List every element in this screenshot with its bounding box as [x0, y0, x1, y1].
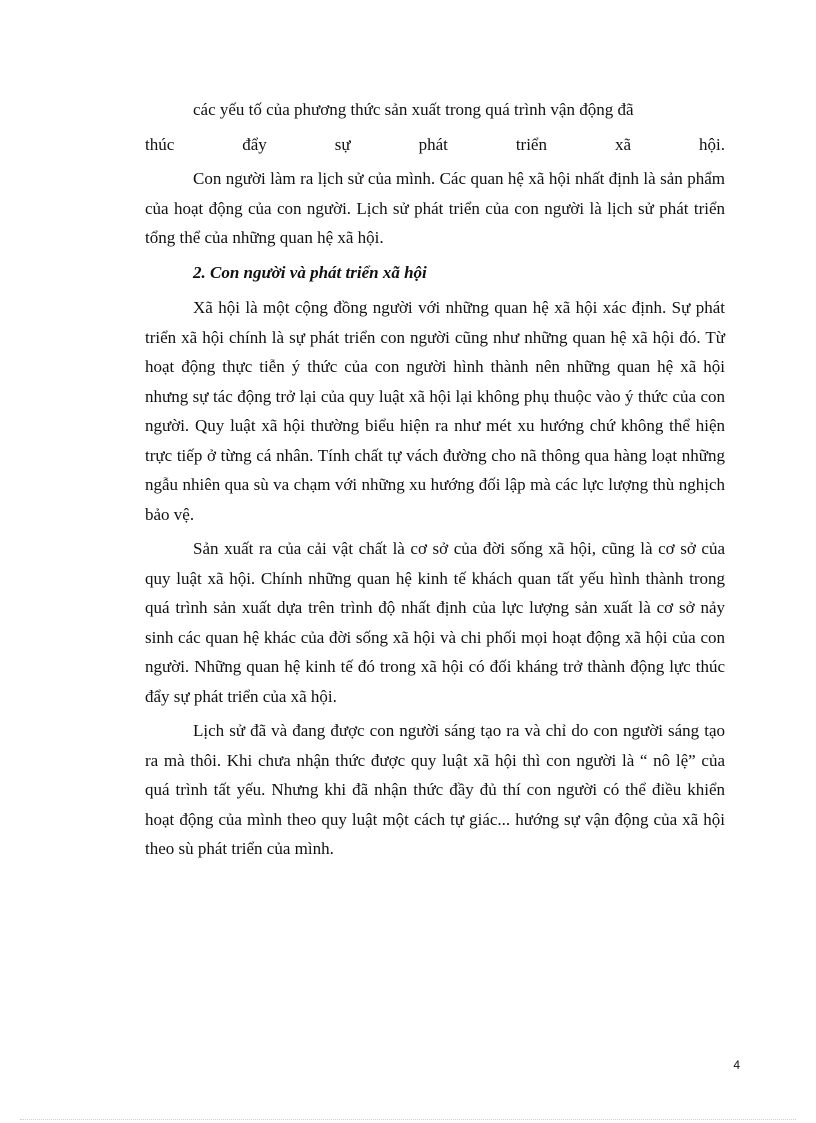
word: đẩy: [242, 134, 267, 154]
paragraph-1-line-1: các yếu tố của phương thức sản xuất trong quá trình vận động đã: [193, 100, 634, 119]
page-bottom-divider: [20, 1119, 796, 1120]
paragraph-2: Con người làm ra lịch sử của mình. Các quan hệ xã hội nhất định là sản phẩm của hoạt động của con người. Lịch sử phát triển của con người là lịch sử phát triển tổng thể của những quan hệ xã hội.: [145, 169, 725, 247]
word: xã: [614, 134, 631, 154]
text-column: [145, 95, 725, 869]
paragraph-5: Lịch sử đã và đang được con người sáng tạo ra và chỉ do con người sáng tạo ra mà thôi. Khi chưa nhận thức được quy luật xã hội thì con người là “ nô lệ” của quá trình tất yếu. Nhưng khi đã nhận thức đầy đủ thí con người có thể điều khiển hoạt động của mình theo quy luật một cách tự giác... hướng sự vận động của xã hội theo sù phát triển của mình.: [145, 721, 725, 858]
word: sự: [334, 134, 351, 154]
paragraph-3: Xã hội là một cộng đồng người với những quan hệ xã hội xác định. Sự phát triển xã hội chính là sự phát triển con người cũng như những quan hệ xã hội đó. Từ hoạt động thực tiễn ý thức của con người hình thành nên những quan hệ xã hội nhưng sự tác động trở lại của quy luật xã hội lại không phụ thuộc vào ý thức của con người. Quy luật xã hội thường biểu hiện ra như mét xu hướng chứ không thể hiện trực tiếp ở từng cá nhân. Tính chất tự vách đường cho nã thông qua hàng loạt những ngẫu nhiên qua sù va chạm với những xu hướng đối lập mà các lực lượng thù nghịch bảo vệ.: [145, 298, 725, 524]
word: hội.: [698, 134, 725, 154]
section-heading: 2. Con người và phát triển xã hội: [193, 262, 427, 282]
page-number: 4: [733, 1058, 740, 1072]
paragraph-4: Sản xuất ra của cải vật chất là cơ sở của đời sống xã hội, cũng là cơ sở của quy luật xã hội. Chính những quan hệ kinh tế khách quan tất yếu hình thành trong quá trình sản xuất dựa trên trình độ nhất định của lực lượng sản xuất là cơ sở nảy sinh các quan hệ khác của đời sống xã hội và chi phối mọi hoạt động xã hội của con người. Những quan hệ kinh tế đó trong xã hội có đối kháng trở thành động lực thúc đẩy sự phát triển của xã hội.: [145, 539, 725, 706]
word: thúc: [145, 134, 175, 154]
word: triển: [515, 134, 547, 154]
word: phát: [418, 134, 448, 154]
paragraph-1-line-2: [145, 130, 725, 160]
